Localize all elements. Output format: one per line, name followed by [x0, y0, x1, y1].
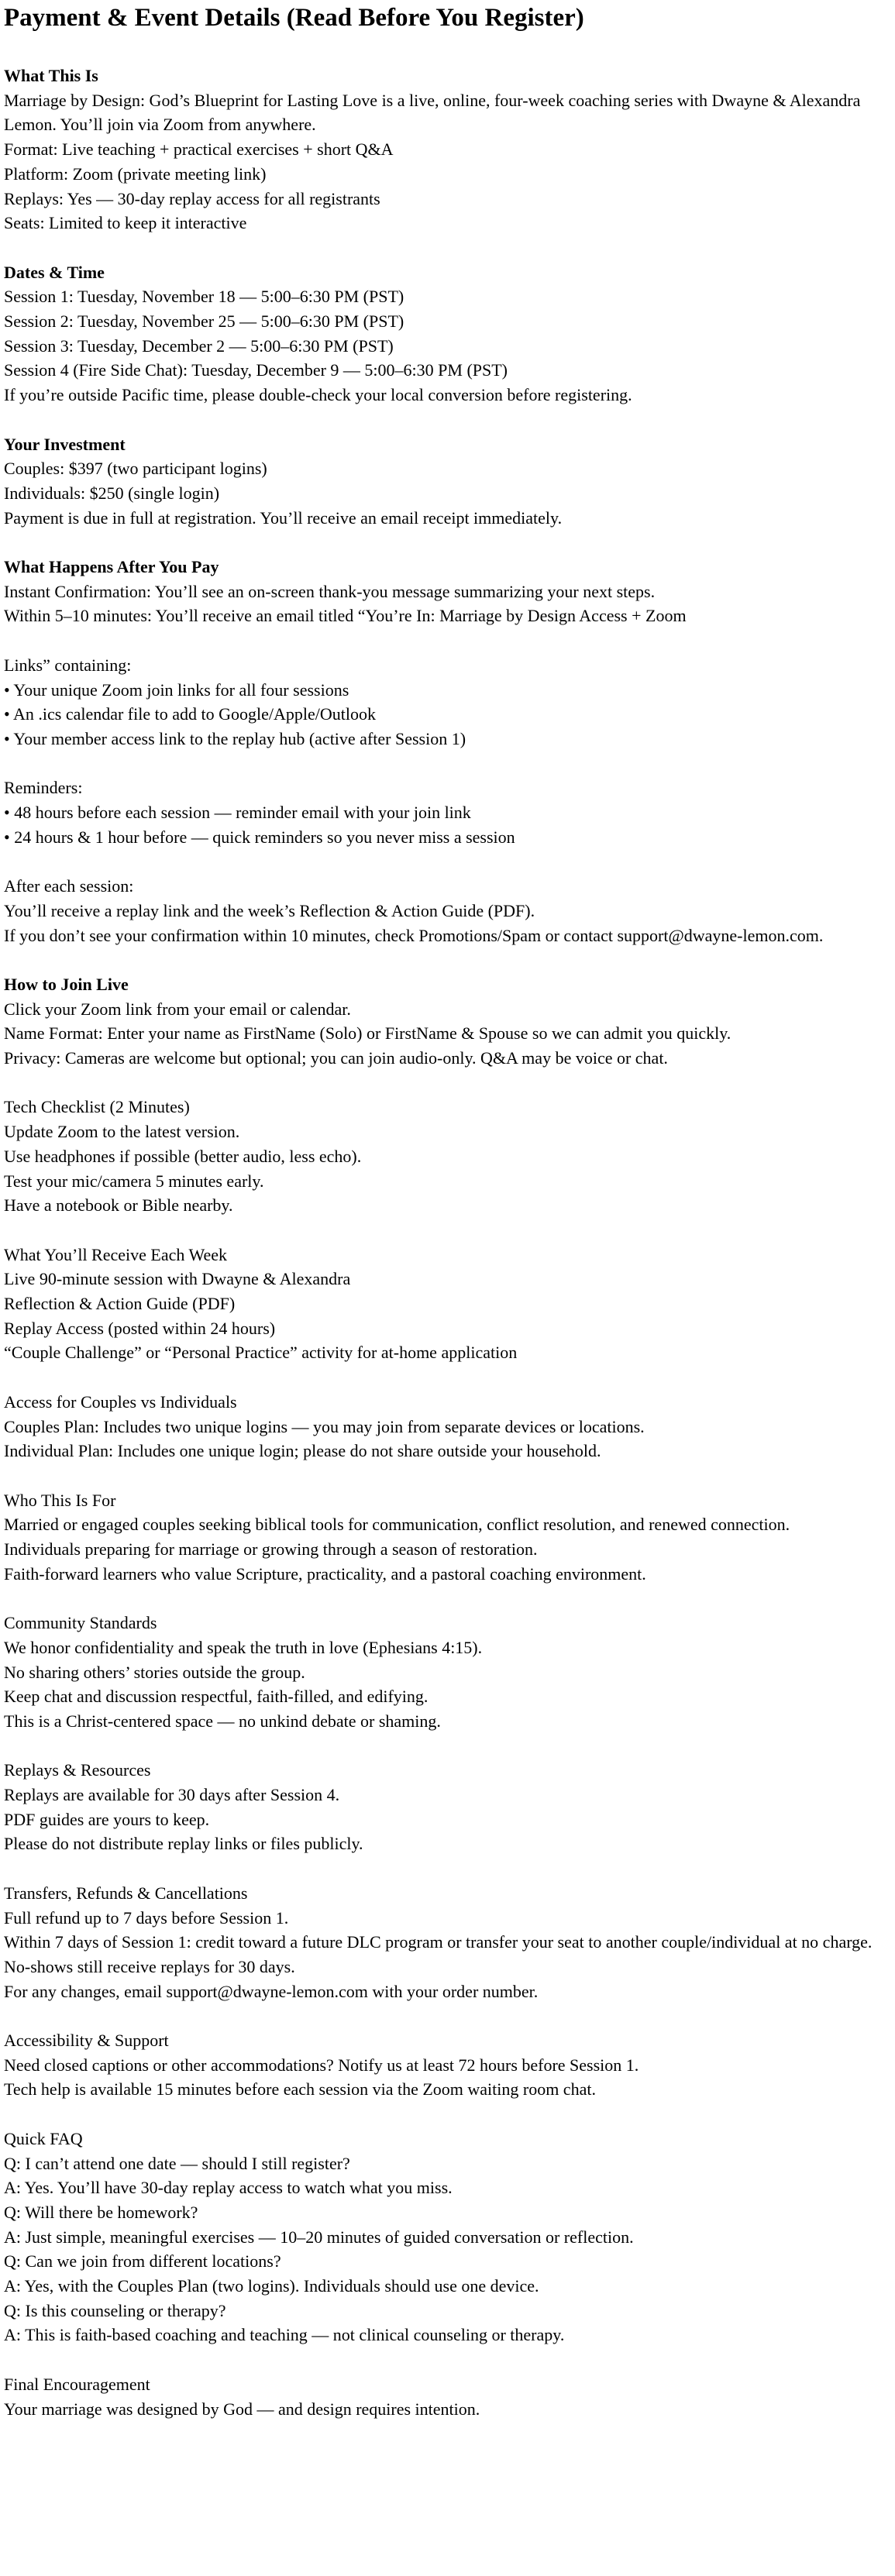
- paragraph-block: [4, 555, 889, 628]
- text-line: Q: Will there be homework?: [4, 2202, 198, 2222]
- text-line: Live 90-minute session with Dwayne & Alexandra: [4, 1269, 351, 1289]
- text-line: Session 3: Tuesday, December 2 — 5:00–6:30 PM (PST): [4, 335, 394, 356]
- text-line: What You’ll Receive Each Week: [4, 1244, 228, 1264]
- paragraph-block: [4, 432, 889, 531]
- paragraph-block: [4, 874, 889, 948]
- text-line: Please do not distribute replay links or files publicly.: [4, 1834, 363, 1854]
- text-line: Final Encouragement: [4, 2374, 150, 2394]
- text-line: Have a notebook or Bible nearby.: [4, 1195, 233, 1216]
- text-line: Replays are available for 30 days after Session 4.: [4, 1785, 340, 1805]
- text-line: • An .ics calendar file to add to Google/Apple/Outlook: [4, 704, 376, 724]
- section-heading: How to Join Live: [4, 974, 129, 994]
- text-line: Platform: Zoom (private meeting link): [4, 163, 267, 184]
- text-line: Links” containing:: [4, 655, 132, 675]
- text-line: Individuals: $250 (single login): [4, 483, 220, 503]
- text-line: Session 4 (Fire Side Chat): Tuesday, December 9 — 5:00–6:30 PM (PST): [4, 360, 508, 380]
- paragraph-block: [4, 1881, 889, 2004]
- paragraph-block: [4, 64, 889, 236]
- text-line: Use headphones if possible (better audio, less echo).: [4, 1146, 362, 1166]
- text-line: “Couple Challenge” or “Personal Practice” activity for at-home application: [4, 1343, 518, 1363]
- section-heading: What This Is: [4, 66, 98, 85]
- text-line: A: Just simple, meaningful exercises — 10–20 minutes of guided conversation or reflection.: [4, 2227, 634, 2247]
- text-line: Tech Checklist (2 Minutes): [4, 1097, 190, 1117]
- document-body: [4, 64, 889, 2421]
- text-line: • Your member access link to the replay hub (active after Session 1): [4, 728, 466, 748]
- text-line: Community Standards: [4, 1613, 157, 1633]
- text-line: Within 7 days of Session 1: credit toward a future DLC program or transfer your seat to another couple/individual at no charge.: [4, 1932, 873, 1952]
- text-line: Full refund up to 7 days before Session 1.: [4, 1907, 289, 1928]
- text-line: Married or engaged couples seeking biblical tools for communication, conflict resolution, and renewed connection.: [4, 1515, 790, 1535]
- paragraph-block: [4, 2127, 889, 2347]
- text-line: • 48 hours before each session — reminder email with your join link: [4, 803, 471, 823]
- text-line: Transfers, Refunds & Cancellations: [4, 1883, 248, 1903]
- paragraph-block: [4, 776, 889, 849]
- text-line: Replay Access (posted within 24 hours): [4, 1318, 276, 1338]
- section-heading: Dates & Time: [4, 262, 105, 282]
- text-line: Name Format: Enter your name as FirstName (Solo) or FirstName & Spouse so we can admit you quickly.: [4, 1023, 731, 1044]
- paragraph-block: [4, 1095, 889, 1218]
- text-line: Click your Zoom link from your email or calendar.: [4, 999, 351, 1019]
- text-line: After each session:: [4, 876, 134, 896]
- text-line: A: Yes. You’ll have 30-day replay access to watch what you miss.: [4, 2178, 453, 2198]
- text-line: Q: I can’t attend one date — should I still register?: [4, 2153, 350, 2173]
- paragraph-block: [4, 1243, 889, 1366]
- text-line: Test your mic/camera 5 minutes early.: [4, 1171, 264, 1191]
- text-line: Faith-forward learners who value Scripture, practicality, and a pastoral coaching environment.: [4, 1563, 646, 1584]
- text-line: If you’re outside Pacific time, please double-check your local conversion before registering.: [4, 385, 632, 405]
- text-line: Reminders:: [4, 778, 83, 798]
- text-line: Quick FAQ: [4, 2128, 83, 2148]
- paragraph-block: [4, 2372, 889, 2421]
- text-line: Session 2: Tuesday, November 25 — 5:00–6:30 PM (PST): [4, 311, 404, 332]
- text-line: Your marriage was designed by God — and design requires intention.: [4, 2399, 480, 2419]
- text-line: Format: Live teaching + practical exercises + short Q&A: [4, 139, 394, 160]
- text-line: No-shows still receive replays for 30 days.: [4, 1956, 295, 1976]
- paragraph-block: [4, 260, 889, 408]
- text-line: No sharing others’ stories outside the group.: [4, 1662, 305, 1682]
- text-line: Couples Plan: Includes two unique logins — you may join from separate devices or locations.: [4, 1416, 645, 1436]
- text-line: • 24 hours & 1 hour before — quick reminders so you never miss a session: [4, 827, 515, 847]
- text-line: Update Zoom to the latest version.: [4, 1122, 240, 1142]
- text-line: Q: Is this counseling or therapy?: [4, 2300, 226, 2320]
- text-line: We honor confidentiality and speak the truth in love (Ephesians 4:15).: [4, 1637, 483, 1657]
- paragraph-block: [4, 1390, 889, 1463]
- text-line: Session 1: Tuesday, November 18 — 5:00–6:30 PM (PST): [4, 287, 404, 307]
- text-line: Individual Plan: Includes one unique login; please do not share outside your household.: [4, 1441, 601, 1461]
- text-line: Who This Is For: [4, 1490, 116, 1510]
- paragraph-block: [4, 2028, 889, 2102]
- text-line: For any changes, email support@dwayne-lemon.com with your order number.: [4, 1981, 539, 2001]
- text-line: Couples: $397 (two participant logins): [4, 459, 267, 479]
- text-line: Q: Can we join from different locations?: [4, 2251, 281, 2272]
- text-line: A: This is faith-based coaching and teaching — not clinical counseling or therapy.: [4, 2325, 565, 2345]
- text-line: Individuals preparing for marriage or growing through a season of restoration.: [4, 1539, 538, 1560]
- text-line: Reflection & Action Guide (PDF): [4, 1294, 236, 1314]
- section-heading: What Happens After You Pay: [4, 557, 219, 577]
- text-line: Seats: Limited to keep it interactive: [4, 213, 247, 233]
- text-line: This is a Christ-centered space — no unkind debate or shaming.: [4, 1711, 441, 1731]
- text-line: Payment is due in full at registration. You’ll receive an email receipt immediately.: [4, 507, 563, 528]
- page-title: Payment & Event Details (Read Before You Register): [4, 4, 584, 32]
- text-line: Instant Confirmation: You’ll see an on-screen thank-you message summarizing your next steps.: [4, 581, 656, 601]
- paragraph-block: [4, 1488, 889, 1587]
- text-line: If you don’t see your confirmation within 10 minutes, check Promotions/Spam or contact support@dwayne-lemon.com.: [4, 925, 824, 945]
- text-line: You’ll receive a replay link and the week’s Reflection & Action Guide (PDF).: [4, 900, 535, 920]
- paragraph-block: [4, 972, 889, 1071]
- text-line: Need closed captions or other accommodations? Notify us at least 72 hours before Session 1.: [4, 2055, 639, 2075]
- paragraph-block: [4, 653, 889, 751]
- text-line: • Your unique Zoom join links for all four sessions: [4, 679, 349, 700]
- paragraph-block: [4, 1611, 889, 1734]
- text-line: Within 5–10 minutes: You’ll receive an email titled “You’re In: Marriage by Design Access + Zoom: [4, 606, 687, 626]
- paragraph-block: [4, 1758, 889, 1856]
- text-line: Access for Couples vs Individuals: [4, 1391, 237, 1412]
- text-line: Marriage by Design: God’s Blueprint for Lasting Love is a live, online, four-week coaching series with Dwayne & Alexandra Lemon. You’ll join via Zoom from anywhere.: [4, 90, 861, 135]
- text-line: Accessibility & Support: [4, 2031, 169, 2051]
- text-line: PDF guides are yours to keep.: [4, 1809, 210, 1829]
- section-heading: Your Investment: [4, 434, 126, 454]
- text-line: A: Yes, with the Couples Plan (two logins). Individuals should use one device.: [4, 2276, 539, 2296]
- text-line: Replays: Yes — 30-day replay access for all registrants: [4, 188, 380, 208]
- text-line: Keep chat and discussion respectful, faith-filled, and edifying.: [4, 1687, 429, 1707]
- text-line: Tech help is available 15 minutes before each session via the Zoom waiting room chat.: [4, 2079, 596, 2100]
- text-line: Replays & Resources: [4, 1760, 151, 1780]
- text-line: Privacy: Cameras are welcome but optional; you can join audio-only. Q&A may be voice or chat.: [4, 1048, 668, 1068]
